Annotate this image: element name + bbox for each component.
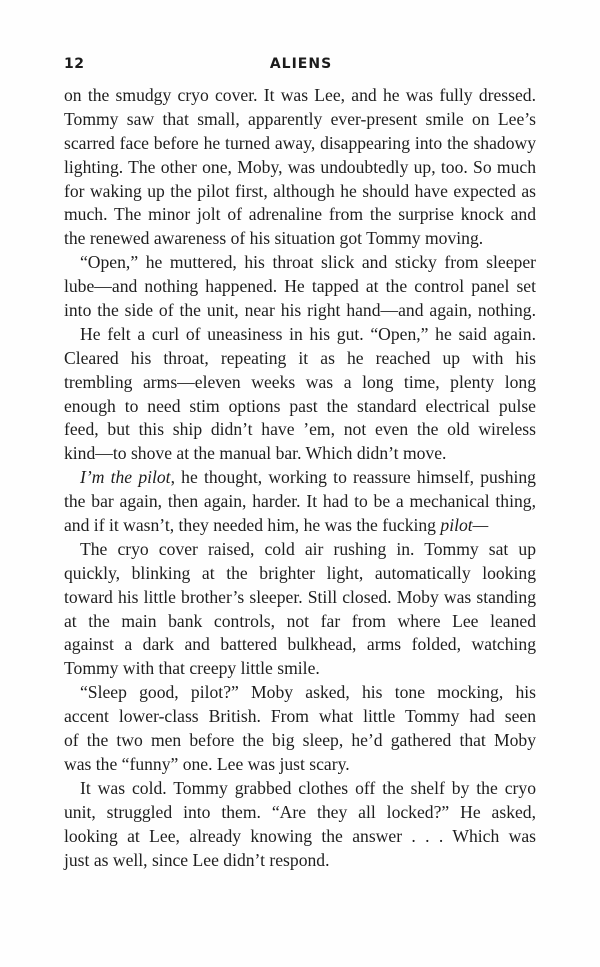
text-span: , he thought, working to reassure himself, pushing (170, 467, 536, 488)
body-text (64, 84, 536, 872)
text-line: kind—to shove at the manual bar. Which didn’t move. (64, 443, 447, 464)
text-line: feed, but this ship didn’t have ’em, not even the old wireless (64, 419, 536, 440)
text-line: on the smudgy cryo cover. It was Lee, and he was fully dressed. (64, 85, 536, 105)
text-line: against a dark and battered bulkhead, arms folded, watching (64, 634, 536, 655)
page-header (64, 56, 538, 78)
text-line: much. The minor jolt of adrenaline from the surprise knock and (64, 204, 536, 225)
text-line: He felt a curl of uneasiness in his gut. “Open,” he said again. (80, 323, 536, 344)
text-line: of the two men before the big sleep, he’d gathered that Moby (64, 730, 536, 751)
running-head: ALIENS (269, 56, 333, 72)
text-line: It was cold. Tommy grabbed clothes off the shelf by the cryo (80, 777, 536, 798)
text-line: was the “funny” one. Lee was just scary. (64, 753, 350, 774)
text-line: enough to need stim options past the standard electrical pulse (64, 395, 536, 416)
text-line: Tommy saw that small, apparently ever-present smile on Lee’s (64, 108, 536, 129)
text-line: lighting. The other one, Moby, was undoubtedly up, too. So much (64, 156, 536, 177)
italic-thought: I’m the pilot (80, 467, 171, 488)
text-line: lube—and nothing happened. He tapped at the control panel set (64, 276, 536, 297)
text-line (64, 466, 536, 490)
text-line: into the side of the unit, near his right hand—and again, nothing. (64, 300, 536, 321)
text-line: unit, struggled into them. “Are they all locked?” He asked, (64, 801, 536, 822)
page-number: 12 (64, 56, 85, 72)
text-line: the renewed awareness of his situation got Tommy moving. (64, 228, 484, 249)
text-line: scarred face before he turned away, disappearing into the shadowy (64, 132, 536, 153)
text-line: looking at Lee, already knowing the answer . . . Which was (64, 825, 536, 846)
text-line: trembling arms—eleven weeks was a long time, plenty long (64, 371, 536, 392)
text-line: accent lower-class British. From what little Tommy had seen (64, 706, 536, 727)
text-span: and if it wasn’t, they needed him, he was the fucking (64, 515, 441, 536)
text-line: for waking up the pilot first, although he should have expected as (64, 180, 536, 201)
text-line: Cleared his throat, repeating it as he reached up with his (64, 347, 536, 368)
text-line: at the main bank controls, not far from where Lee leaned (64, 610, 536, 631)
text-line: The cryo cover raised, cold air rushing in. Tommy sat up (80, 538, 536, 559)
text-line: “Sleep good, pilot?” Moby asked, his tone mocking, his (80, 682, 536, 703)
text-line (64, 514, 536, 538)
text-line: just as well, since Lee didn’t respond. (64, 849, 330, 870)
text-line: quickly, blinking at the brighter light, automatically looking (64, 562, 536, 583)
text-line: “Open,” he muttered, his throat slick and sticky from sleeper (80, 252, 536, 273)
italic-emphasis: pilot— (440, 515, 489, 536)
text-line: Tommy with that creepy little smile. (64, 658, 320, 679)
text-line: toward his little brother’s sleeper. Still closed. Moby was standing (64, 586, 536, 607)
text-line: the bar again, then again, harder. It had to be a mechanical thing, (64, 491, 536, 512)
